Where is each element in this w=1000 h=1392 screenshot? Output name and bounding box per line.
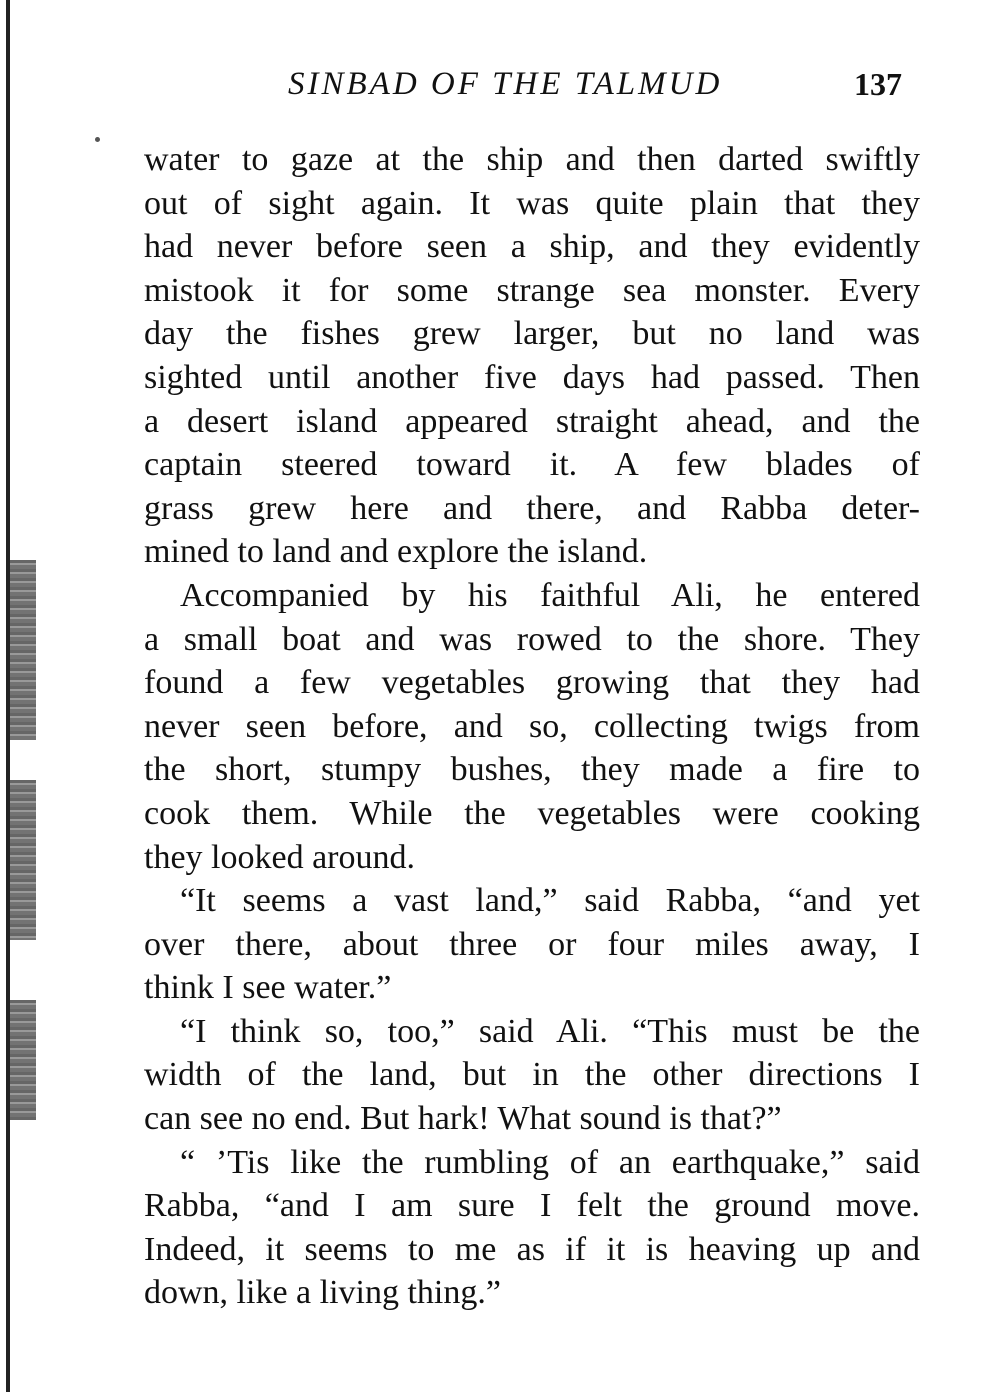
scan-shadow (10, 1000, 36, 1120)
text-line: “It seems a vast land,” said Rabba, “and yet (180, 882, 920, 920)
page-number: 137 (854, 66, 902, 102)
text-line: grass grew here and there, and Rabba deter- (144, 489, 920, 527)
text-line: had never before seen a ship, and they evidently (144, 228, 920, 266)
text-line: captain steered toward it. A few blades of (144, 446, 920, 484)
text-line: “ ’Tis like the rumbling of an earthquake,” said (180, 1143, 920, 1181)
text-line: they looked around. (144, 838, 415, 876)
text-line: Accompanied by his faithful Ali, he entered (180, 576, 920, 614)
text-line: Indeed, it seems to me as if it is heaving up and (144, 1230, 920, 1268)
scan-shadow (10, 560, 36, 740)
text-line: out of sight again. It was quite plain that they (144, 184, 920, 222)
text-line: water to gaze at the ship and then darted swiftly (144, 141, 920, 178)
text-line: mined to land and explore the island. (144, 533, 648, 571)
text-line: think I see water.” (144, 969, 392, 1007)
text-line: cook them. While the vegetables were cooking (144, 794, 920, 832)
text-line: found a few vegetables growing that they had (144, 664, 920, 702)
text-line: sighted until another five days had passed. Then (144, 358, 920, 396)
text-line: the short, stumpy bushes, they made a fire to (144, 751, 920, 789)
scan-shadow (10, 780, 36, 940)
running-head (0, 66, 1000, 116)
text-line: Rabba, “and I am sure I felt the ground move. (144, 1187, 920, 1225)
text-line: mistook it for some strange sea monster. Every (144, 271, 920, 309)
text-line: over there, about three or four miles away, I (144, 925, 920, 963)
text-line: down, like a living thing.” (144, 1274, 501, 1312)
text-line: width of the land, but in the other directions I (144, 1056, 920, 1094)
text-line: a desert island appeared straight ahead, and the (144, 402, 920, 440)
text-line: never seen before, and so, collecting twigs from (144, 707, 920, 745)
scan-speck (95, 137, 100, 142)
running-head-title: SINBAD OF THE TALMUD (288, 66, 723, 102)
text-line: day the fishes grew larger, but no land was (144, 315, 920, 353)
text-line: “I think so, too,” said Ali. “This must be the (180, 1012, 920, 1050)
text-line: can see no end. But hark! What sound is that?” (144, 1100, 782, 1138)
text-line: a small boat and was rowed to the shore. They (144, 620, 920, 658)
body-text (144, 138, 920, 1315)
